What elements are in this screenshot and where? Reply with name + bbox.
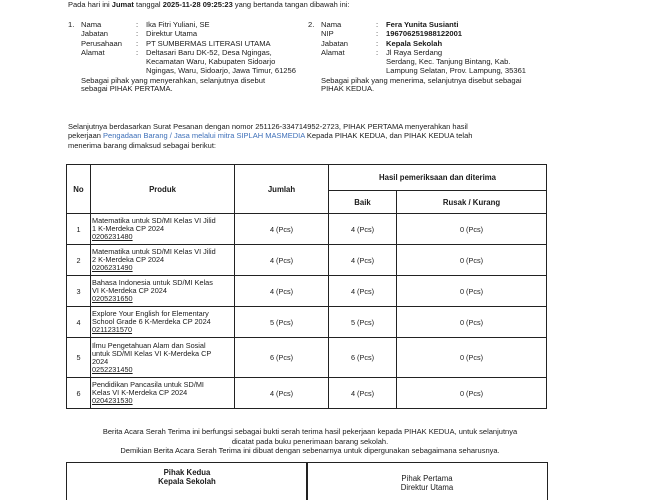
table-row (67, 245, 547, 276)
product-cell (91, 307, 235, 338)
product-name-line: untuk SD/MI Kelas VI K-Merdeka CP (92, 348, 212, 358)
row-good: 4 (Pcs) (329, 378, 397, 409)
row-good: 5 (Pcs) (329, 307, 397, 338)
product-code: 0206231490 (92, 263, 133, 272)
header-hasil: Hasil pemeriksaan dan diterima (329, 165, 547, 191)
row-damaged: 0 (Pcs) (397, 214, 547, 245)
intro-line: Pada hari ini Jumat tanggal 2025-11-28 09:25:23 yang bertanda tangan dibawah ini: (68, 0, 350, 9)
row-damaged: 0 (Pcs) (397, 276, 547, 307)
table-row (67, 338, 547, 378)
product-name-line: Matematika untuk SD/MI Kelas VI Jilid (92, 216, 216, 225)
row-qty: 4 (Pcs) (235, 214, 329, 245)
header-no: No (67, 165, 91, 214)
row-number: 6 (67, 378, 91, 409)
product-name-line: Explore Your English for Elementary (92, 309, 209, 318)
product-name-line: Pendidikan Pancasila untuk SD/MI (92, 380, 204, 389)
party-two: 2. Nama : Fera Yunita Susianti NIP : 196706251988122001 Jabatan : Kepala Sekolah Alamat : Jl Raya Serdang Serdang, Kec. Tanjung Bintang, Kab. Lampung Selatan, Prov. Lampung, 35361 Sebagai pihak yang menerima, selanjutnya disebut sebagai PIHAK KEDUA. (308, 20, 527, 94)
table-row (67, 307, 547, 338)
product-code: 0206231480 (92, 232, 133, 241)
signature-party-one: Pihak Pertama Direktur Utama (306, 462, 548, 500)
row-qty: 4 (Pcs) (235, 276, 329, 307)
product-cell (91, 378, 235, 409)
row-good: 4 (Pcs) (329, 276, 397, 307)
product-name-line: Bahasa Indonesia untuk SD/MI Kelas (92, 278, 213, 287)
product-name-line: 1 K-Merdeka CP 2024 (92, 224, 165, 233)
row-qty: 6 (Pcs) (235, 338, 329, 378)
row-damaged: 0 (Pcs) (397, 338, 547, 378)
product-cell (91, 276, 235, 307)
order-paragraph: Selanjutnya berdasarkan Surat Pesanan dengan nomor 251126-334714952-2723, PIHAK PERTAMA menyerahkan hasil pekerjaan Pengadaan Barang / Jasa melalui mitra SIPLAH MASMEDIA Kepada PIHAK KEDUA, dan PIHAK KEDUA telah menerima barang dimaksud sebagai berikut: (68, 122, 473, 150)
header-jumlah: Jumlah (235, 165, 329, 214)
row-good: 4 (Pcs) (329, 245, 397, 276)
row-qty: 5 (Pcs) (235, 307, 329, 338)
table-row (67, 276, 547, 307)
product-code: 0211231570 (92, 325, 133, 334)
party2-name: Fera Yunita Susianti (386, 20, 459, 29)
product-name-line: 2024 (92, 356, 109, 366)
header-rusak: Rusak / Kurang (397, 191, 547, 214)
row-qty: 4 (Pcs) (235, 245, 329, 276)
row-number: 4 (67, 307, 91, 338)
row-damaged: 0 (Pcs) (397, 307, 547, 338)
product-name-line: 2 K-Merdeka CP 2024 (92, 255, 165, 264)
product-name-line: Matematika untuk SD/MI Kelas VI Jilid (92, 247, 216, 256)
product-name-line: VI K-Merdeka CP 2024 (92, 286, 167, 295)
row-number: 1 (67, 214, 91, 245)
product-name-line: School Grade 6 K-Merdeka CP 2024 (92, 317, 211, 326)
product-code: 0205231650 (92, 294, 133, 303)
header-produk: Produk (91, 165, 235, 214)
party-one: 1. Nama : Ika Fitri Yuliani, SE Jabatan : Direktur Utama Perusahaan : PT SUMBERMAS LITERASI UTAMA Alamat : Deltasari Baru DK-52, Desa Ngingas, Kecamatan Waru, Kabupaten Sidoarjo Ngingas, Waru, Sidoarjo, Jawa Timur, 61256 Sebagai pihak yang menyerahkan, selanjutnya disebut sebagai PIHAK PERTAMA. (68, 20, 296, 94)
product-code: 0204231530 (92, 396, 133, 405)
product-cell (91, 214, 235, 245)
table-row (67, 214, 547, 245)
row-number: 2 (67, 245, 91, 276)
party1-name: Ika Fitri Yuliani, SE (146, 20, 210, 29)
row-damaged: 0 (Pcs) (397, 378, 547, 409)
product-name-line: Ilmu Pengetahuan Alam dan Sosial (92, 340, 206, 350)
items-table (66, 164, 547, 409)
row-good: 6 (Pcs) (329, 338, 397, 378)
product-code: 0252231450 (92, 364, 133, 374)
row-good: 4 (Pcs) (329, 214, 397, 245)
product-cell (91, 245, 235, 276)
row-qty: 4 (Pcs) (235, 378, 329, 409)
product-name-line: Kelas VI K-Merdeka CP 2024 (92, 388, 188, 397)
row-damaged: 0 (Pcs) (397, 245, 547, 276)
procurement-link[interactable]: Pengadaan Barang / Jasa melalui mitra SIPLAH MASMEDIA (103, 131, 305, 141)
header-baik: Baik (329, 191, 397, 214)
product-cell (91, 338, 235, 378)
table-row (67, 378, 547, 409)
row-number: 3 (67, 276, 91, 307)
signature-party-two: Pihak Kedua Kepala Sekolah (66, 462, 308, 500)
row-number: 5 (67, 338, 91, 378)
closing-text: Berita Acara Serah Terima ini berfungsi sebagai bukti serah terima hasil pekerjaan kepada PIHAK KEDUA, untuk selanjutnya dicatat pada buku penerimaan barang sekolah. Demikian Berita Acara Serah Terima ini dibuat dengan sebenarnya untuk dipergunakan sebagaimana seharusnya. (102, 427, 518, 455)
